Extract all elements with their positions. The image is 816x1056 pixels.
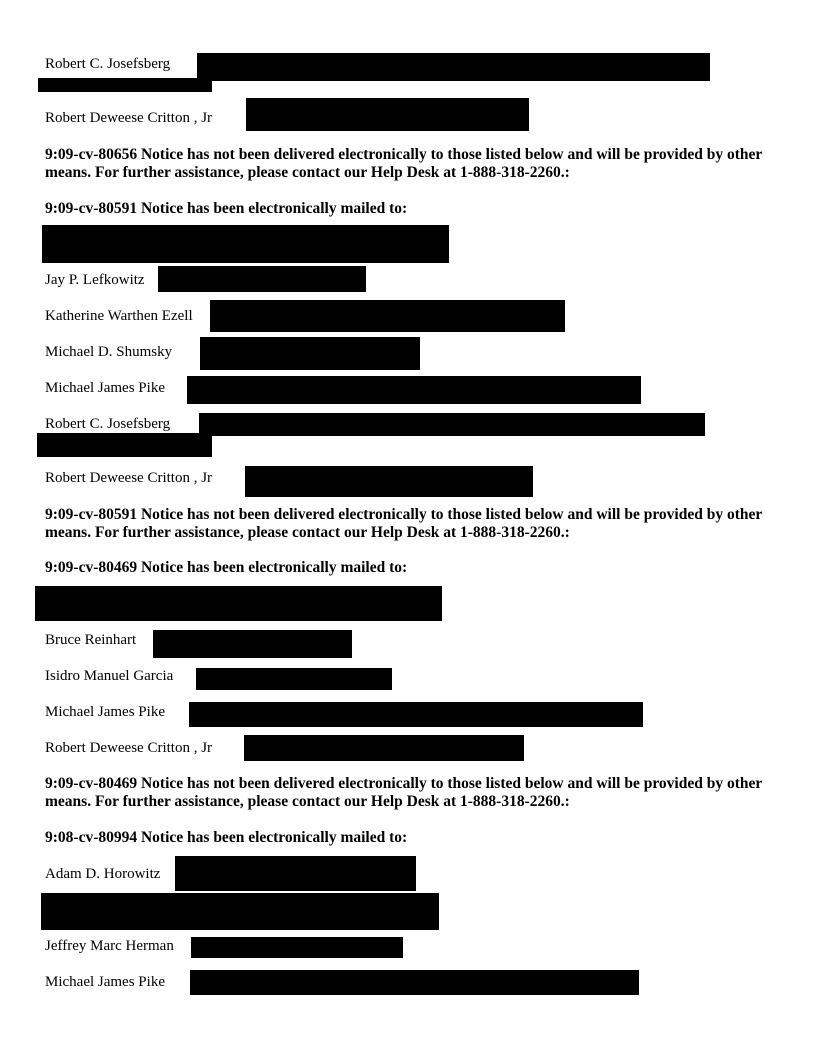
redaction-block (200, 337, 420, 370)
redaction-block (189, 702, 643, 727)
recipient-name: Jay P. Lefkowitz (45, 272, 145, 288)
recipient-name: Robert C. Josefsberg (45, 56, 171, 72)
mailed-heading: 9:09-cv-80469 Notice has been electronically mailed to: (45, 559, 408, 576)
redaction-block (153, 630, 352, 658)
redaction-block (37, 433, 212, 457)
redaction-block (158, 266, 366, 292)
not-delivered-notice: 9:09-cv-80469 Notice has not been delivered electronically to those listed below and will be provided by other means. For further assistance, please contact our Help Desk at 1-888-318-2260.: (45, 775, 762, 810)
redaction-block (191, 937, 403, 958)
redaction-block (190, 970, 639, 995)
mailed-heading: 9:08-cv-80994 Notice has been electronically mailed to: (45, 829, 408, 846)
recipient-name: Adam D. Horowitz (45, 866, 161, 882)
not-delivered-notice: 9:09-cv-80591 Notice has not been delivered electronically to those listed below and will be provided by other means. For further assistance, please contact our Help Desk at 1-888-318-2260.: (45, 506, 762, 541)
recipient-name: Michael James Pike (45, 704, 165, 720)
redaction-block (210, 300, 565, 332)
recipient-name: Michael James Pike (45, 380, 165, 396)
recipient-name: Jeffrey Marc Herman (45, 938, 174, 954)
redaction-block (38, 78, 212, 92)
redaction-block (244, 735, 524, 761)
redaction-block (35, 586, 442, 621)
redaction-block (196, 668, 392, 690)
recipient-name: Michael D. Shumsky (45, 344, 173, 360)
recipient-name: Bruce Reinhart (45, 632, 137, 648)
redaction-block (199, 413, 705, 436)
redaction-block (245, 466, 533, 497)
recipient-name: Robert Deweese Critton , Jr (45, 740, 213, 756)
redaction-block (175, 856, 416, 891)
recipient-name: Katherine Warthen Ezell (45, 308, 193, 324)
redaction-block (197, 53, 710, 81)
redaction-block (41, 893, 439, 930)
not-delivered-notice: 9:09-cv-80656 Notice has not been delivered electronically to those listed below and will be provided by other means. For further assistance, please contact our Help Desk at 1-888-318-2260.: (45, 146, 762, 181)
recipient-name: Robert Deweese Critton , Jr (45, 470, 213, 486)
recipient-name: Robert Deweese Critton , Jr (45, 110, 213, 126)
recipient-name: Michael James Pike (45, 974, 165, 990)
mailed-heading: 9:09-cv-80591 Notice has been electronically mailed to: (45, 200, 408, 217)
redaction-block (187, 376, 641, 404)
redaction-block (246, 98, 529, 131)
redaction-block (42, 225, 449, 263)
recipient-name: Isidro Manuel Garcia (45, 668, 174, 684)
recipient-name: Robert C. Josefsberg (45, 416, 171, 432)
